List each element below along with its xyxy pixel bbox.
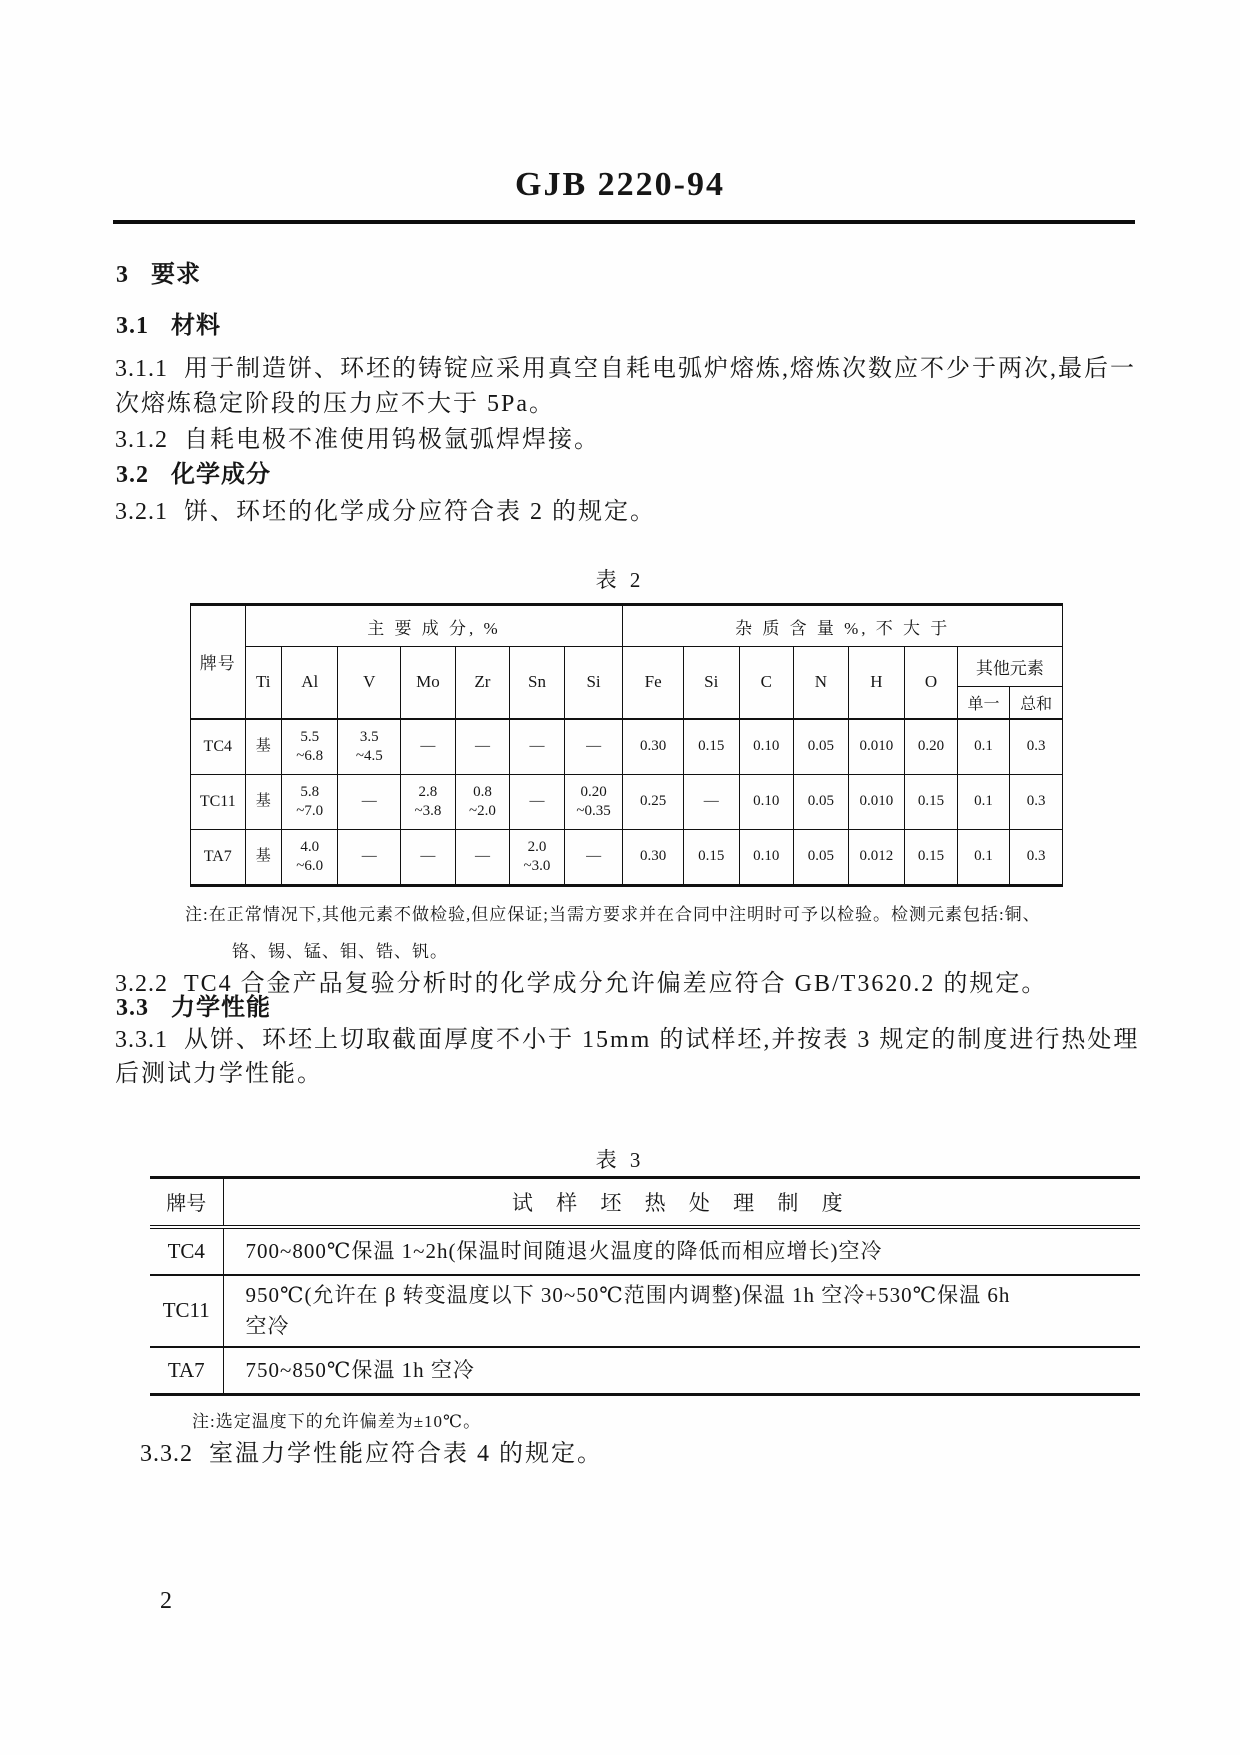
table-cell: 0.05 bbox=[794, 719, 849, 775]
table-cell: 基 bbox=[245, 719, 281, 775]
column-header: C bbox=[739, 647, 794, 719]
table-cell: 0.1 bbox=[957, 774, 1010, 829]
section-title: 力学性能 bbox=[171, 995, 271, 1021]
column-header: Si bbox=[564, 647, 623, 719]
section-number: 3.1 bbox=[116, 313, 149, 339]
table-cell: 0.10 bbox=[739, 829, 794, 885]
paragraph-text: 从饼、环坯上切取截面厚度不小于 15mm 的试样坯,并按表 3 规定的制度进行热处理 bbox=[184, 1027, 1140, 1053]
brand-cell: TC4 bbox=[150, 1227, 223, 1275]
column-header: O bbox=[905, 647, 958, 719]
table-cell: 0.010 bbox=[848, 719, 905, 775]
section-number: 3 bbox=[116, 262, 129, 288]
section-number: 3.1.1 bbox=[115, 356, 168, 382]
table-cell: 0.8 ~2.0 bbox=[455, 774, 510, 829]
table-cell: 0.012 bbox=[848, 829, 905, 885]
table-cell: 2.8 ~3.8 bbox=[401, 774, 456, 829]
group-header-impurity: 杂 质 含 量 %, 不 大 于 bbox=[623, 605, 1063, 647]
table-cell: — bbox=[683, 774, 739, 829]
table-cell: 0.20 ~0.35 bbox=[564, 774, 623, 829]
treatment-cell: 700~800℃保温 1~2h(保温时间随退火温度的降低而相应增长)空冷 bbox=[245, 1238, 883, 1263]
table-cell: 0.30 bbox=[623, 719, 684, 775]
table-row-ta7 bbox=[150, 1347, 1140, 1395]
table-cell: — bbox=[338, 829, 401, 885]
treatment-cell: 950℃(允许在 β 转变温度以下 30~50℃范围内调整)保温 1h 空冷+530℃保温 6h 空冷 bbox=[245, 1282, 1011, 1338]
brand-cell: TC4 bbox=[191, 719, 246, 775]
table-cell: 基 bbox=[245, 829, 281, 885]
group-header-other-elements: 其他元素 bbox=[957, 647, 1062, 687]
table-header-row bbox=[150, 1178, 1140, 1227]
table3-caption: 表 3 bbox=[595, 1148, 645, 1172]
paragraph-line bbox=[115, 352, 1136, 387]
paragraph-3-3-1 bbox=[115, 1023, 1139, 1091]
section-heading-3-3 bbox=[116, 993, 271, 1023]
section-heading-3-2 bbox=[116, 460, 271, 490]
table-cell: 0.05 bbox=[794, 829, 849, 885]
table-cell: 0.10 bbox=[739, 719, 794, 775]
table-cell: 4.0 ~6.0 bbox=[281, 829, 338, 885]
paragraph-text: 饼、环坯的化学成分应符合表 2 的规定。 bbox=[184, 499, 656, 525]
column-header: H bbox=[848, 647, 905, 719]
table-cell: — bbox=[455, 719, 510, 775]
section-heading-3-1 bbox=[116, 311, 221, 341]
paragraph-line: 次熔炼稳定阶段的压力应不大于 5Pa。 bbox=[115, 391, 555, 417]
brand-cell: TC11 bbox=[150, 1275, 223, 1347]
table2-note-line1: 注:在正常情况下,其他元素不做检验,但应保证;当需方要求并在合同中注明时可予以检验。检测元素包括:铜、 bbox=[185, 905, 1041, 924]
column-header-total: 总和 bbox=[1010, 687, 1063, 719]
treatment-cell: 750~850℃保温 1h 空冷 bbox=[245, 1357, 475, 1382]
table3-note: 注:选定温度下的允许偏差为±10℃。 bbox=[192, 1412, 482, 1431]
paragraph-3-3-2 bbox=[140, 1439, 603, 1469]
table-cell: 0.10 bbox=[739, 774, 794, 829]
paragraph-3-2-1 bbox=[115, 497, 656, 527]
doc-number: GJB 2220-94 bbox=[515, 166, 725, 203]
table-cell: 基 bbox=[245, 774, 281, 829]
paragraph-text: TC4 合金产品复验分析时的化学成分允许偏差应符合 GB/T3620.2 的规定。 bbox=[184, 971, 1048, 997]
table-row-tc11 bbox=[150, 1275, 1140, 1347]
table3-heat-treatment bbox=[150, 1176, 1140, 1396]
brand-cell: TC11 bbox=[191, 774, 246, 829]
section-number: 3.2.2 bbox=[115, 971, 168, 997]
table-row-tc11 bbox=[191, 774, 1063, 829]
table-cell: 0.15 bbox=[905, 829, 958, 885]
brand-cell: TA7 bbox=[150, 1347, 223, 1395]
column-header-single: 单一 bbox=[957, 687, 1010, 719]
column-header: Zr bbox=[455, 647, 510, 719]
section-number: 3.3.1 bbox=[115, 1027, 168, 1053]
table-cell: 0.010 bbox=[848, 774, 905, 829]
column-header: Sn bbox=[510, 647, 565, 719]
paragraph-3-1-2 bbox=[115, 425, 600, 455]
table-cell: 0.25 bbox=[623, 774, 684, 829]
table-cell: — bbox=[401, 719, 456, 775]
table2-caption: 表 2 bbox=[595, 568, 645, 592]
table-cell: — bbox=[455, 829, 510, 885]
paragraph-text: 室温力学性能应符合表 4 的规定。 bbox=[209, 1441, 603, 1467]
table-cell: 0.3 bbox=[1010, 719, 1063, 775]
section-title: 材料 bbox=[171, 313, 221, 339]
table-row-ta7 bbox=[191, 829, 1063, 885]
column-header: Mo bbox=[401, 647, 456, 719]
paragraph-text: 用于制造饼、环坯的铸锭应采用真空自耗电弧炉熔炼,熔炼次数应不少于两次,最后一 bbox=[184, 356, 1136, 382]
column-header: N bbox=[794, 647, 849, 719]
paragraph-text: 自耗电极不准使用钨极氩弧焊焊接。 bbox=[184, 427, 600, 453]
table-cell: 0.30 bbox=[623, 829, 684, 885]
table2-note-line2: 铬、锡、锰、钼、锆、钒。 bbox=[232, 942, 448, 961]
header-rule bbox=[113, 220, 1135, 224]
table-cell: 0.15 bbox=[905, 774, 958, 829]
page-number: 2 bbox=[160, 1588, 172, 1614]
section-number: 3.3 bbox=[116, 995, 149, 1021]
table-cell: — bbox=[564, 719, 623, 775]
column-header-brand: 牌号 bbox=[191, 605, 246, 719]
column-header: Si bbox=[683, 647, 739, 719]
paragraph-line bbox=[115, 1023, 1139, 1057]
table-cell: — bbox=[401, 829, 456, 885]
table-cell: 5.5 ~6.8 bbox=[281, 719, 338, 775]
table-cell: 3.5 ~4.5 bbox=[338, 719, 401, 775]
paragraph-3-1-1 bbox=[115, 352, 1136, 422]
table-row-tc4 bbox=[150, 1227, 1140, 1275]
table-cell: 2.0 ~3.0 bbox=[510, 829, 565, 885]
section-number: 3.3.2 bbox=[140, 1441, 193, 1467]
table-cell: 5.8 ~7.0 bbox=[281, 774, 338, 829]
section-heading-3 bbox=[116, 260, 201, 290]
section-number: 3.2.1 bbox=[115, 499, 168, 525]
table-cell: 0.15 bbox=[683, 719, 739, 775]
table-cell: 0.1 bbox=[957, 829, 1010, 885]
section-title: 要求 bbox=[151, 262, 201, 288]
table-cell: 0.15 bbox=[683, 829, 739, 885]
table2-chemical-composition bbox=[190, 603, 1063, 887]
table-cell: 0.3 bbox=[1010, 774, 1063, 829]
column-header: Ti bbox=[245, 647, 281, 719]
section-number: 3.1.2 bbox=[115, 427, 168, 453]
table-cell: — bbox=[510, 719, 565, 775]
section-title: 化学成分 bbox=[171, 462, 271, 488]
column-header-brand: 牌号 bbox=[150, 1178, 223, 1227]
table-cell: — bbox=[510, 774, 565, 829]
table-cell: 0.20 bbox=[905, 719, 958, 775]
table-cell: — bbox=[564, 829, 623, 885]
section-number: 3.2 bbox=[116, 462, 149, 488]
paragraph-line: 后测试力学性能。 bbox=[115, 1061, 323, 1087]
table-cell: 0.05 bbox=[794, 774, 849, 829]
column-header: Fe bbox=[623, 647, 684, 719]
column-header: Al bbox=[281, 647, 338, 719]
column-header: V bbox=[338, 647, 401, 719]
brand-cell: TA7 bbox=[191, 829, 246, 885]
column-header-treatment: 试 样 坯 热 处 理 制 度 bbox=[511, 1190, 852, 1215]
table-row-tc4 bbox=[191, 719, 1063, 775]
table-cell: 0.1 bbox=[957, 719, 1010, 775]
table-cell: 0.3 bbox=[1010, 829, 1063, 885]
table-cell: — bbox=[338, 774, 401, 829]
group-header-main: 主 要 成 分, % bbox=[245, 605, 623, 647]
